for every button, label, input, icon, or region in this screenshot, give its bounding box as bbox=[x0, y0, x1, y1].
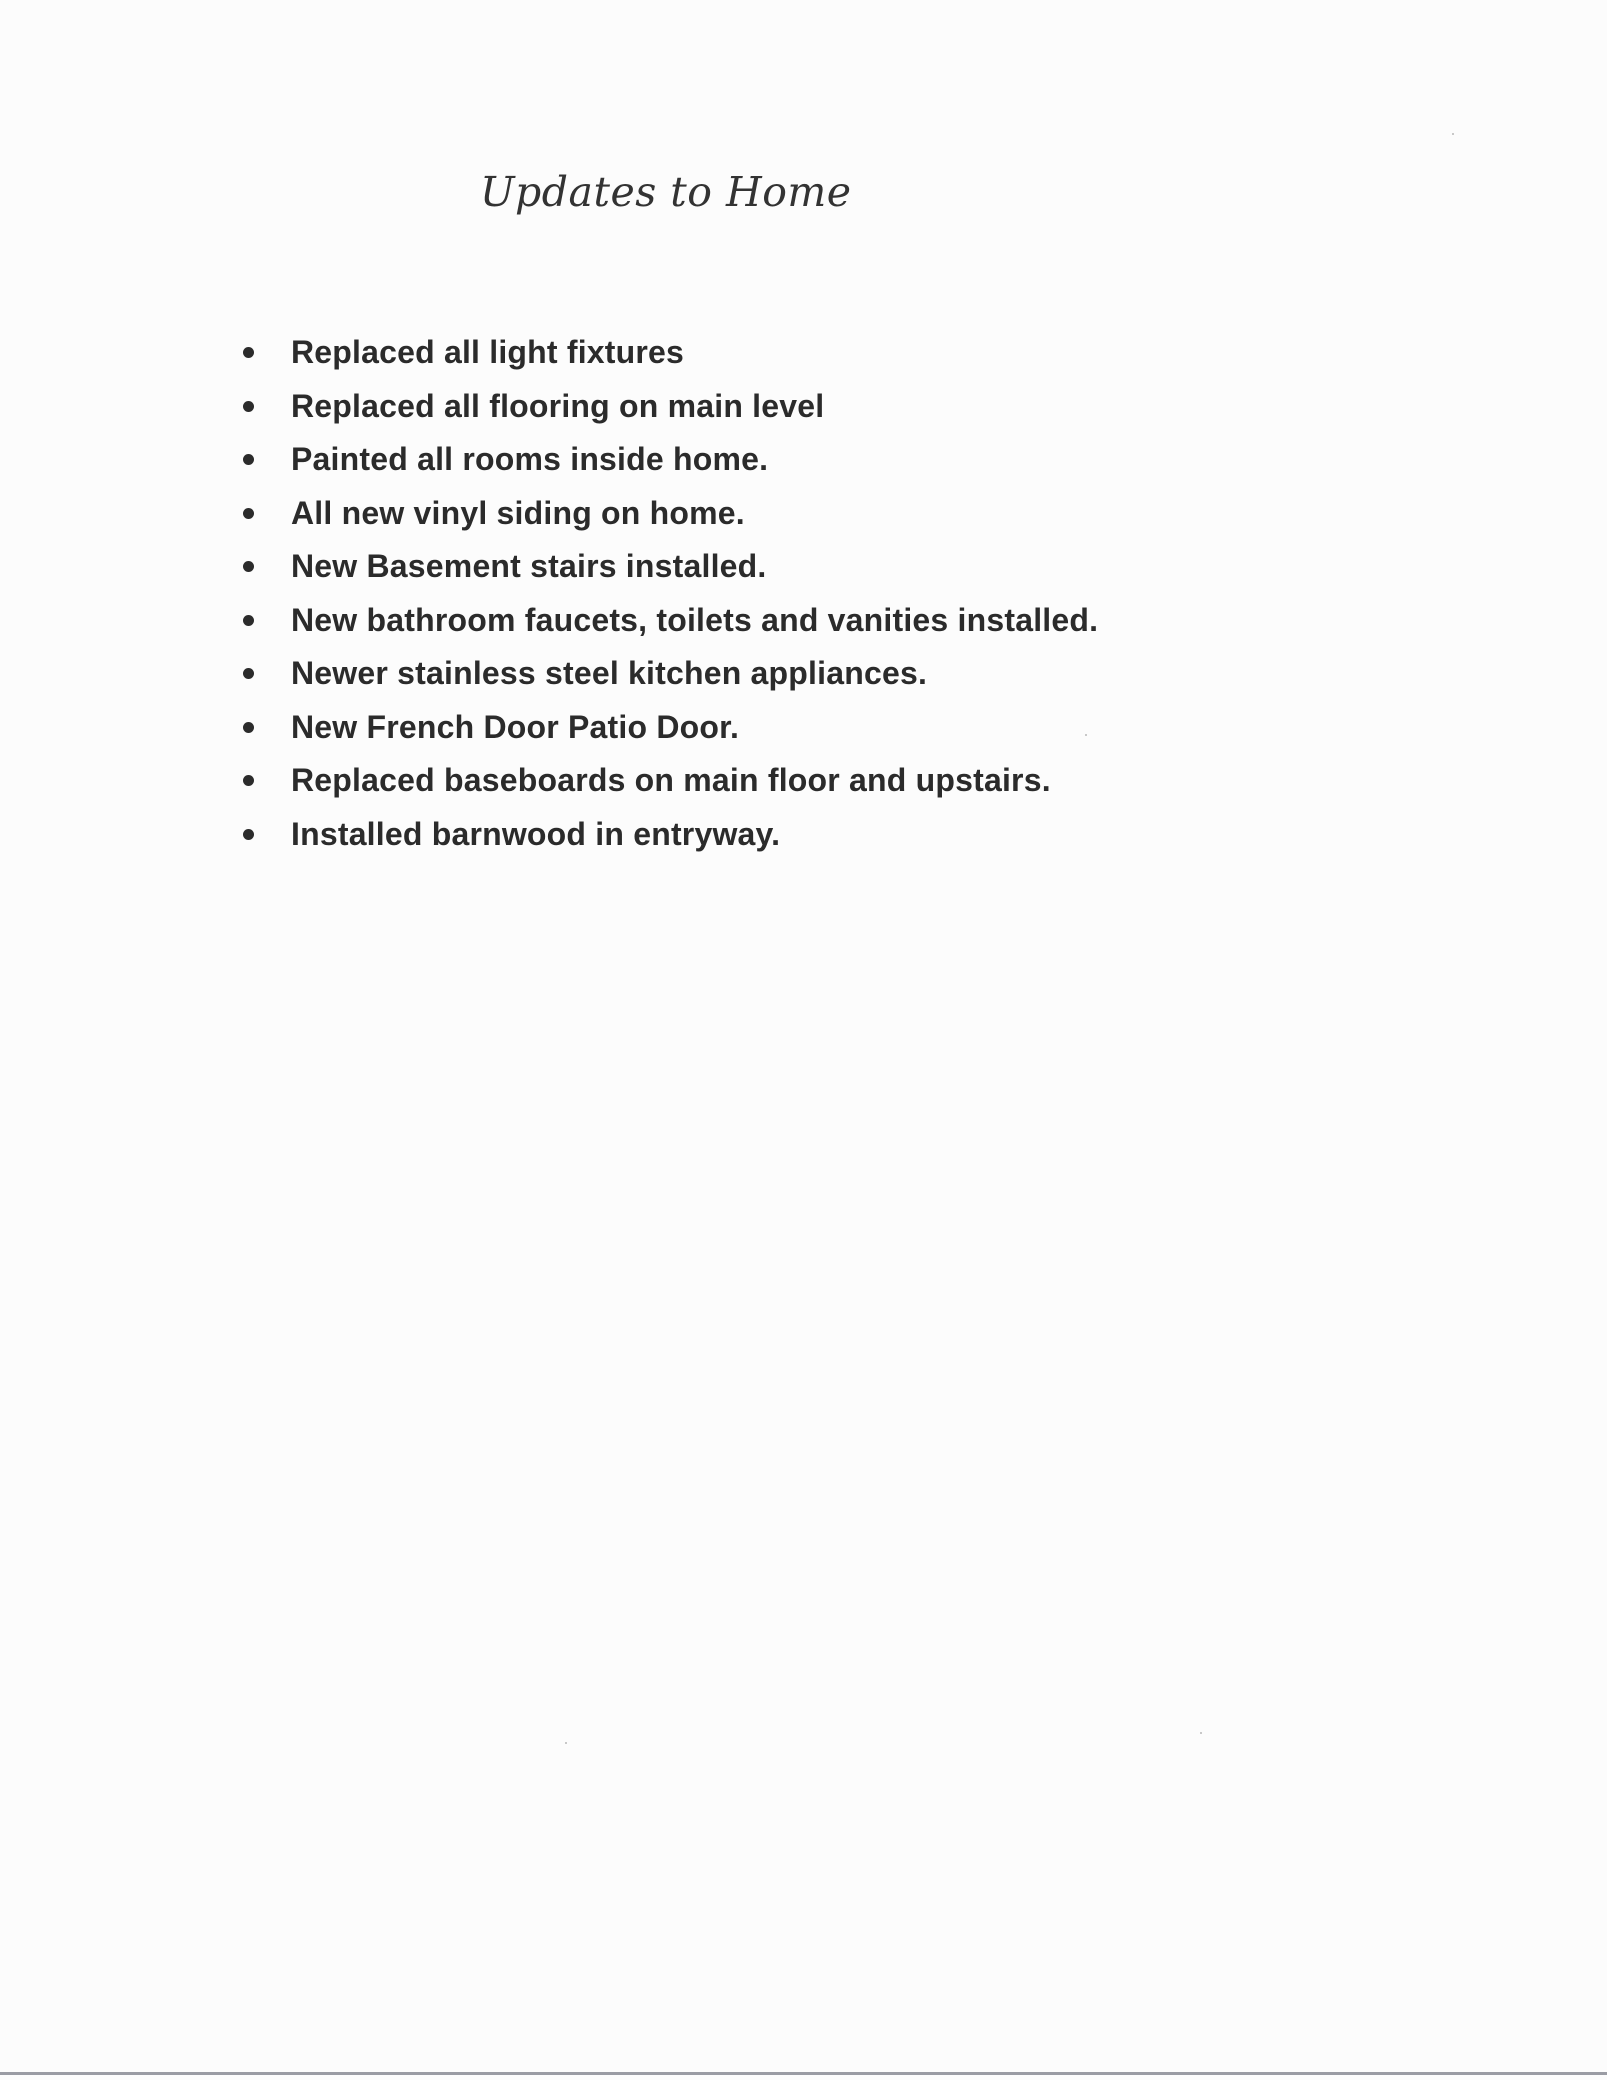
scan-bottom-edge bbox=[0, 2072, 1607, 2075]
list-item-text: Painted all rooms inside home. bbox=[291, 441, 769, 478]
list-item bbox=[243, 808, 1443, 862]
bullet-dot-icon bbox=[243, 561, 254, 572]
bullet-dot-icon bbox=[243, 454, 254, 465]
scan-speck bbox=[1200, 1732, 1202, 1734]
list-item-text: New bathroom faucets, toilets and vanities installed. bbox=[291, 601, 1099, 638]
list-item bbox=[243, 647, 1443, 701]
page-title: Updates to Home bbox=[480, 168, 852, 216]
bullet-dot-icon bbox=[243, 829, 254, 840]
list-item bbox=[243, 754, 1443, 808]
list-item-text: Replaced all light fixtures bbox=[291, 334, 685, 371]
scan-speck bbox=[565, 1742, 567, 1744]
list-item-text: Replaced baseboards on main floor and upstairs. bbox=[291, 762, 1051, 799]
bullet-dot-icon bbox=[243, 347, 254, 358]
scan-speck bbox=[1085, 734, 1087, 736]
list-item bbox=[243, 433, 1443, 487]
list-item-text: New French Door Patio Door. bbox=[291, 708, 740, 745]
list-item bbox=[243, 540, 1443, 594]
list-item-text: New Basement stairs installed. bbox=[291, 548, 767, 585]
list-item-text: Installed barnwood in entryway. bbox=[291, 815, 781, 852]
scan-speck bbox=[1452, 133, 1454, 135]
bullet-dot-icon bbox=[243, 401, 254, 412]
bullet-dot-icon bbox=[243, 722, 254, 733]
list-item bbox=[243, 487, 1443, 541]
bullet-dot-icon bbox=[243, 775, 254, 786]
list-item-text: Replaced all flooring on main level bbox=[291, 387, 825, 424]
bullet-dot-icon bbox=[243, 668, 254, 679]
list-item bbox=[243, 701, 1443, 755]
list-item-text: All new vinyl siding on home. bbox=[291, 494, 745, 531]
list-item bbox=[243, 380, 1443, 434]
list-item bbox=[243, 594, 1443, 648]
updates-list bbox=[243, 326, 1443, 861]
list-item-text: Newer stainless steel kitchen appliances. bbox=[291, 655, 928, 692]
bullet-dot-icon bbox=[243, 615, 254, 626]
list-item bbox=[243, 326, 1443, 380]
bullet-dot-icon bbox=[243, 508, 254, 519]
